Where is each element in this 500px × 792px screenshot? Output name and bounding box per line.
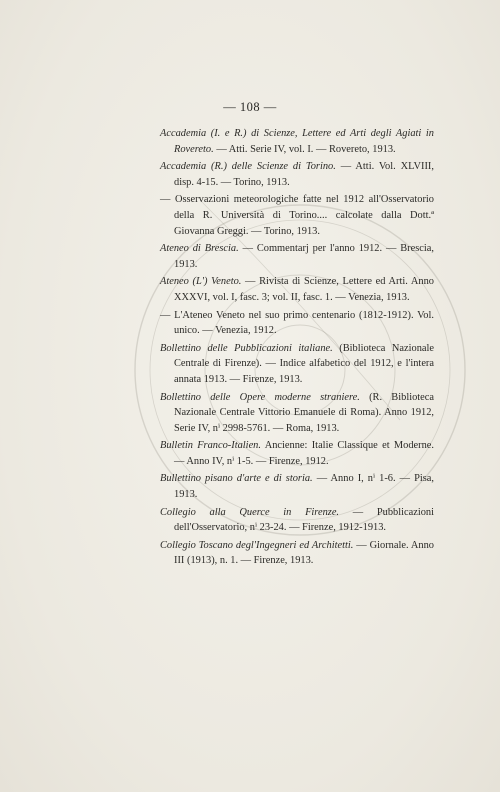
list-item [160, 126, 434, 157]
entry-details: Ancienne: Italie Classique et Moderne. — Anno IV, nⁱ 1-5. — Firenze, 1912. [174, 440, 434, 467]
entry-details: (R. Biblioteca Nazionale Centrale Vittorio Emanuele di Roma). Anno 1912, Serie IV, nⁱ 2998-5761. — Roma, 1913. [174, 391, 435, 434]
entry-title: Ateneo di Brescia. [160, 243, 239, 255]
entry-details: — Atti. Serie IV, vol. I. — Rovereto, 1913. [213, 143, 396, 155]
list-item [160, 308, 434, 339]
list-item [160, 192, 434, 239]
entry-title: Accademia (I. e R.) di Scienze, Lettere ed Arti degli Agiati in Rovereto. [160, 128, 434, 155]
list-item [160, 341, 434, 388]
list-item [160, 390, 434, 437]
list-item [160, 274, 434, 305]
entry-details: — Commentarj per l'anno 1912. — Brescia, 1913. [174, 243, 435, 270]
entry-title: Bollettino delle Pubblicazioni italiane. [160, 342, 333, 354]
entry-details: — Anno I, nⁱ 1-6. — Pisa, 1913. [174, 473, 434, 501]
entry-details: — L'Ateneo Veneto nel suo primo centenario (1812-1912). Vol. unico. — Venezia, 1912. [160, 309, 434, 337]
bibliography-list [160, 126, 434, 571]
entry-details: — Rivista di Scienze, Lettere ed Arti. Anno XXXVI, vol. I, fasc. 3; vol. II, fasc. 1. — Venezia, 1913. [174, 276, 434, 303]
entry-title: Bulletin Franco-Italien. [160, 440, 261, 452]
entry-details: — Osservazioni meteorologiche fatte nel 1912 all'Osservatorio della R. Università di Torino.... calcolate dalla Dott.ª Giovanna Greggi. — Torino, 1913. [160, 194, 434, 237]
list-item [160, 438, 434, 469]
list-item [160, 159, 434, 190]
entry-title: Accademia (R.) delle Scienze di Torino. [160, 161, 336, 173]
list-item [160, 538, 434, 569]
list-item [160, 471, 434, 502]
entry-details: — Pubblicazioni dell'Osservatorio, nⁱ 23-24. — Firenze, 1912-1913. [174, 506, 434, 534]
page-number: — 108 — [223, 100, 277, 114]
list-item [160, 505, 434, 536]
entry-title: Bullettino pisano d'arte e di storia. [160, 473, 313, 485]
entry-title: Collegio Toscano degl'Ingegneri ed Architetti. [160, 539, 354, 551]
list-item [160, 241, 434, 272]
entry-title: Bollettino delle Opere moderne straniere. [160, 391, 360, 403]
entry-details: — Atti. Vol. XLVIII, disp. 4-15. — Torino, 1913. [174, 161, 434, 188]
entry-details: (Biblioteca Nazionale Centrale di Firenze). — Indice alfabetico del 1912, e l'intera annata 1913. — Firenze, 1913. [174, 342, 435, 385]
entry-title: Ateneo (L') Veneto. [160, 276, 242, 288]
entry-details: — Giornale. Anno III (1913), n. 1. — Firenze, 1913. [174, 539, 434, 567]
entry-title: Collegio alla Querce in Firenze. [160, 506, 340, 518]
